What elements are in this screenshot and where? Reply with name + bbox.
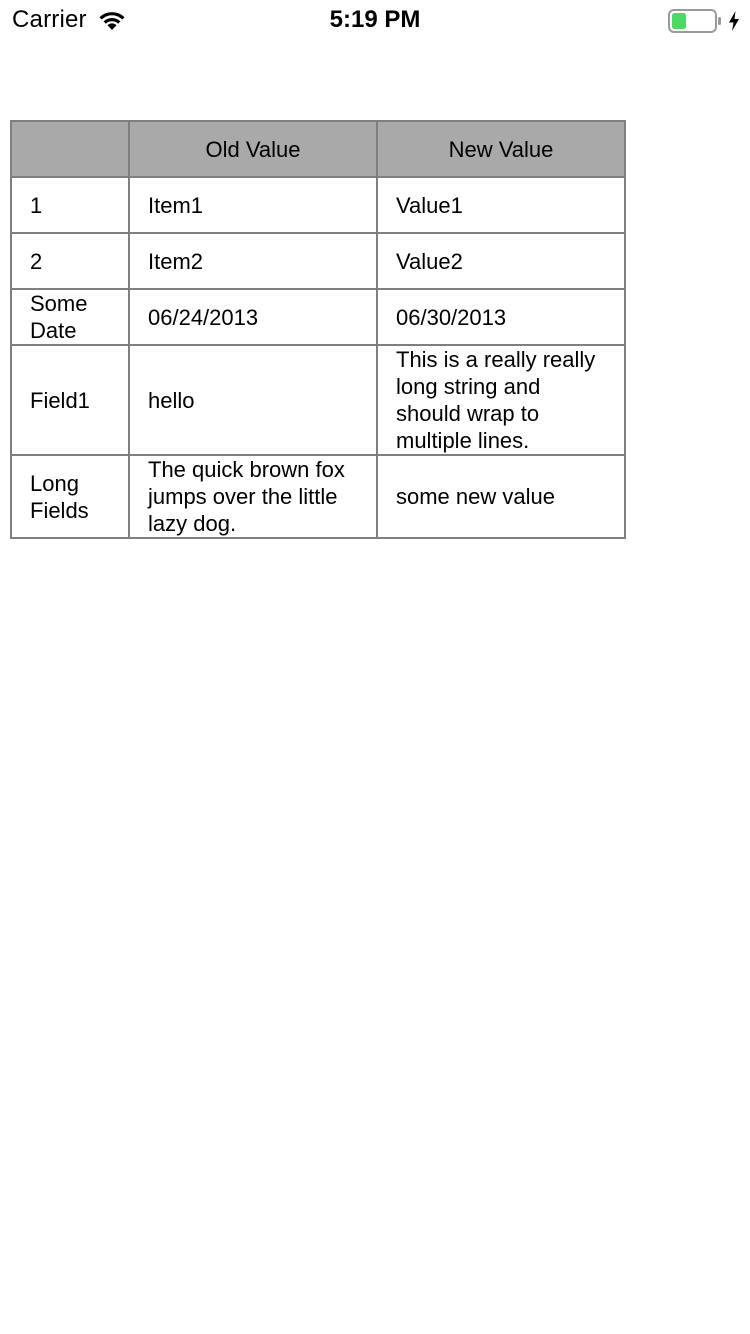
new-value-cell: Value1 [377,177,625,233]
header-old-value: Old Value [129,121,377,177]
table-row [11,455,625,538]
table-row [11,233,625,289]
table-row [11,345,625,455]
comparison-table [10,120,626,539]
row-label: 1 [11,177,129,233]
table-row [11,177,625,233]
old-value-cell: Item1 [129,177,377,233]
old-value-cell: Item2 [129,233,377,289]
table-row [11,289,625,345]
new-value-cell: This is a really really long string and should wrap to multiple lines. [377,345,625,455]
bolt-icon [728,11,740,31]
table-header-row [11,121,625,177]
battery-group [668,9,740,33]
new-value-cell: Value2 [377,233,625,289]
battery-fill [672,13,686,29]
header-new-value: New Value [377,121,625,177]
row-label: Field1 [11,345,129,455]
old-value-cell: 06/24/2013 [129,289,377,345]
battery-icon [668,9,722,33]
row-label: 2 [11,233,129,289]
carrier-label: Carrier [12,6,87,33]
status-bar [0,0,750,40]
header-label-cell [11,121,129,177]
row-label: Long Fields [11,455,129,538]
new-value-cell: 06/30/2013 [377,289,625,345]
status-time: 5:19 PM [329,6,421,33]
new-value-cell: some new value [377,455,625,538]
old-value-cell: hello [129,345,377,455]
row-label: Some Date [11,289,129,345]
old-value-cell: The quick brown fox jumps over the little lazy dog. [129,455,377,538]
